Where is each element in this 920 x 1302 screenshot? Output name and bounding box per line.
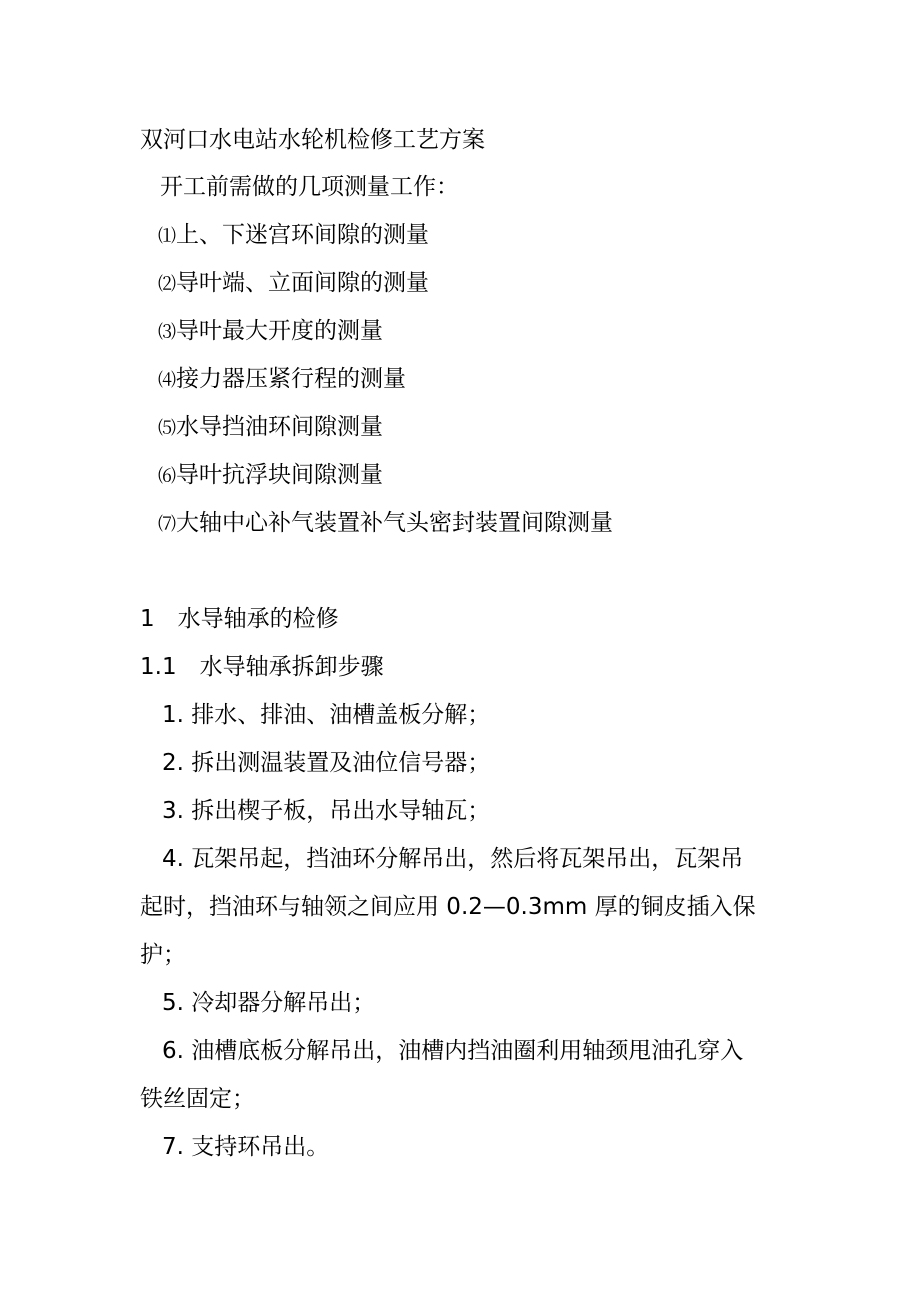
- item-number: ⑺: [158, 514, 176, 535]
- step-line: 4. 瓦架吊起，挡油环分解吊出，然后将瓦架吊出，瓦架吊: [162, 846, 744, 872]
- step-line: 3. 拆出楔子板，吊出水导轴瓦；: [162, 798, 491, 824]
- item-text: 上、下迷宫环间隙的测量: [176, 222, 429, 248]
- step-line: 2. 拆出测温装置及油位信号器；: [162, 750, 491, 776]
- item-number: ⑹: [158, 466, 176, 487]
- step-line: 1. 排水、排油、油槽盖板分解；: [162, 702, 491, 728]
- item-number: ⑴: [158, 226, 176, 247]
- step-line: 起时，挡油环与轴领之间应用 0.2—0.3mm 厚的铜皮插入保: [140, 894, 756, 920]
- step-line: 铁丝固定；: [140, 1086, 255, 1112]
- item-number: ⑸: [158, 418, 176, 439]
- pre-work-item: [158, 221, 429, 251]
- pre-work-item: [158, 365, 406, 395]
- pre-work-item: [158, 269, 429, 299]
- pre-work-item: [158, 509, 613, 539]
- item-text: 导叶最大开度的测量: [176, 318, 383, 344]
- item-text: 导叶抗浮块间隙测量: [176, 462, 383, 488]
- step-line: 6. 油槽底板分解吊出，油槽内挡油圈利用轴颈甩油孔穿入: [162, 1038, 744, 1064]
- item-text: 导叶端、立面间隙的测量: [176, 270, 429, 296]
- item-number: ⑶: [158, 322, 176, 343]
- pre-work-heading: 开工前需做的几项测量工作：: [160, 174, 459, 200]
- pre-work-item: [158, 461, 383, 491]
- pre-work-item: [158, 413, 383, 443]
- item-text: 水导挡油环间隙测量: [176, 414, 383, 440]
- item-text: 接力器压紧行程的测量: [176, 366, 406, 392]
- pre-work-item: [158, 317, 383, 347]
- step-line: 7. 支持环吊出。: [162, 1134, 330, 1160]
- step-line: 护；: [140, 942, 186, 968]
- section-heading: 1 水导轴承的检修: [140, 606, 339, 632]
- subsection-heading: 1.1 水导轴承拆卸步骤: [140, 654, 384, 680]
- item-number: ⑵: [158, 274, 176, 295]
- item-number: ⑷: [158, 370, 176, 391]
- item-text: 大轴中心补气装置补气头密封装置间隙测量: [176, 510, 613, 536]
- document-title: 双河口水电站水轮机检修工艺方案: [140, 127, 485, 153]
- step-line: 5. 冷却器分解吊出；: [162, 990, 376, 1016]
